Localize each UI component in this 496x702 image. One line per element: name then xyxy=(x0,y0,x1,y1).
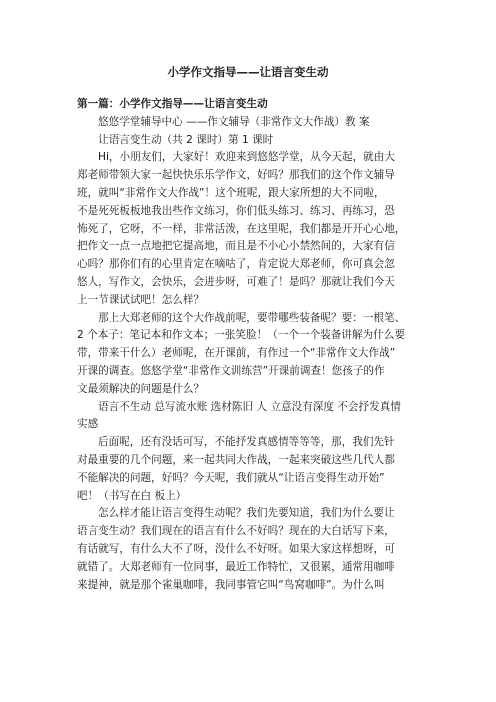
text-line: 让语言变生动（共 2 课时）第 1 课时 xyxy=(98,133,274,146)
text-line: 对最重要的几个问题，来一起共同大作战，一起来突破这些几代人都 xyxy=(77,453,395,466)
text-line: 吧！（书写在白 板上） xyxy=(77,489,187,502)
text-line: 悠人，写作文，会快乐，会进步呀，可难了！是吗？那就让我们今天 xyxy=(77,275,395,288)
text-line: 带，带来干什么）老师呢，在开课前，有作过一个“非常作文大作战” xyxy=(77,347,396,360)
text-line: 心吗？那你们有的心里肯定在嘀咕了，肯定说大郑老师，你可真会忽 xyxy=(77,258,395,271)
section-heading: 第一篇：小学作文指导——让语言变生动 xyxy=(77,98,268,110)
text-line: 有话就写，有什么大不了呀，没什么不好呀。如果大家这样想呀，可 xyxy=(77,542,395,555)
text-line: 那上大郑老师的这个大作战前呢，要带哪些装备呢？要：一根笔、 xyxy=(98,311,406,324)
text-line: 班，就叫“非常作文大作战”！这个班呢，跟大家所想的大不同啦， xyxy=(77,186,385,199)
text-line: 把作文一点一点地把它提高地，而且是不小心小禁然间的，大家有信 xyxy=(77,240,395,253)
text-line: 开课的调查。悠悠学堂“非常作文训练营”开课前调查！您孩子的作 xyxy=(77,364,385,377)
document-body xyxy=(77,96,421,594)
text-line: 不能解决的问题，好吗？今天呢，我们就从“让语言变得生动开始” xyxy=(77,471,385,484)
text-line: 后面呢，还有没话可写，不能抒发真感情等等等，那，我们先针 xyxy=(98,436,395,449)
text-line: 上一节课试试吧！怎么样？ xyxy=(77,293,205,306)
text-line: 怖死了，它呀，不一样，非常活泼，在这里呢，我们都是开开心心地， xyxy=(77,222,406,235)
text-line: 来提神，就是那个雀巢咖啡，我同事管它叫“鸟窝咖啡”。为什么叫 xyxy=(77,578,385,591)
text-line: 实感 xyxy=(77,418,99,431)
text-line: 郑老师带领大家一起快快乐乐学作文，好吗？那我们的这个作文辅导 xyxy=(77,169,395,182)
text-line: 2 个本子：笔记本和作文本；一张笑脸！（一个一个装备讲解为什么要 xyxy=(77,329,405,342)
text-line: Hi，小朋友们，大家好！欢迎来到悠悠学堂，从今天起，就由大 xyxy=(98,151,395,164)
document-title: 小学作文指导——让语言变生动 xyxy=(167,65,329,79)
text-line: 语言变生动？我们现在的语言有什么不好吗？现在的大白话写下来， xyxy=(77,525,395,538)
text-line: 文最须解决的问题是什么？ xyxy=(77,382,205,395)
text-line: 就错了。大郑老师有一位同事，最近工作特忙，又很累，通常用咖啡 xyxy=(77,560,395,573)
text-line: 不是死死板板地我出些作文练习，你们低头练习、练习、再练习，恐 xyxy=(77,204,395,217)
text-line: 悠悠学堂辅导中心 ——作文辅导（非常作文大作战）教 案 xyxy=(98,115,370,128)
text-line: 怎么样才能让语言变得生动呢？我们先要知道，我们为什么要让 xyxy=(98,507,395,520)
text-line: 语言不生动 总写流水账 选材陈旧 人 立意没有深度 不会抒发真情 xyxy=(98,400,401,413)
